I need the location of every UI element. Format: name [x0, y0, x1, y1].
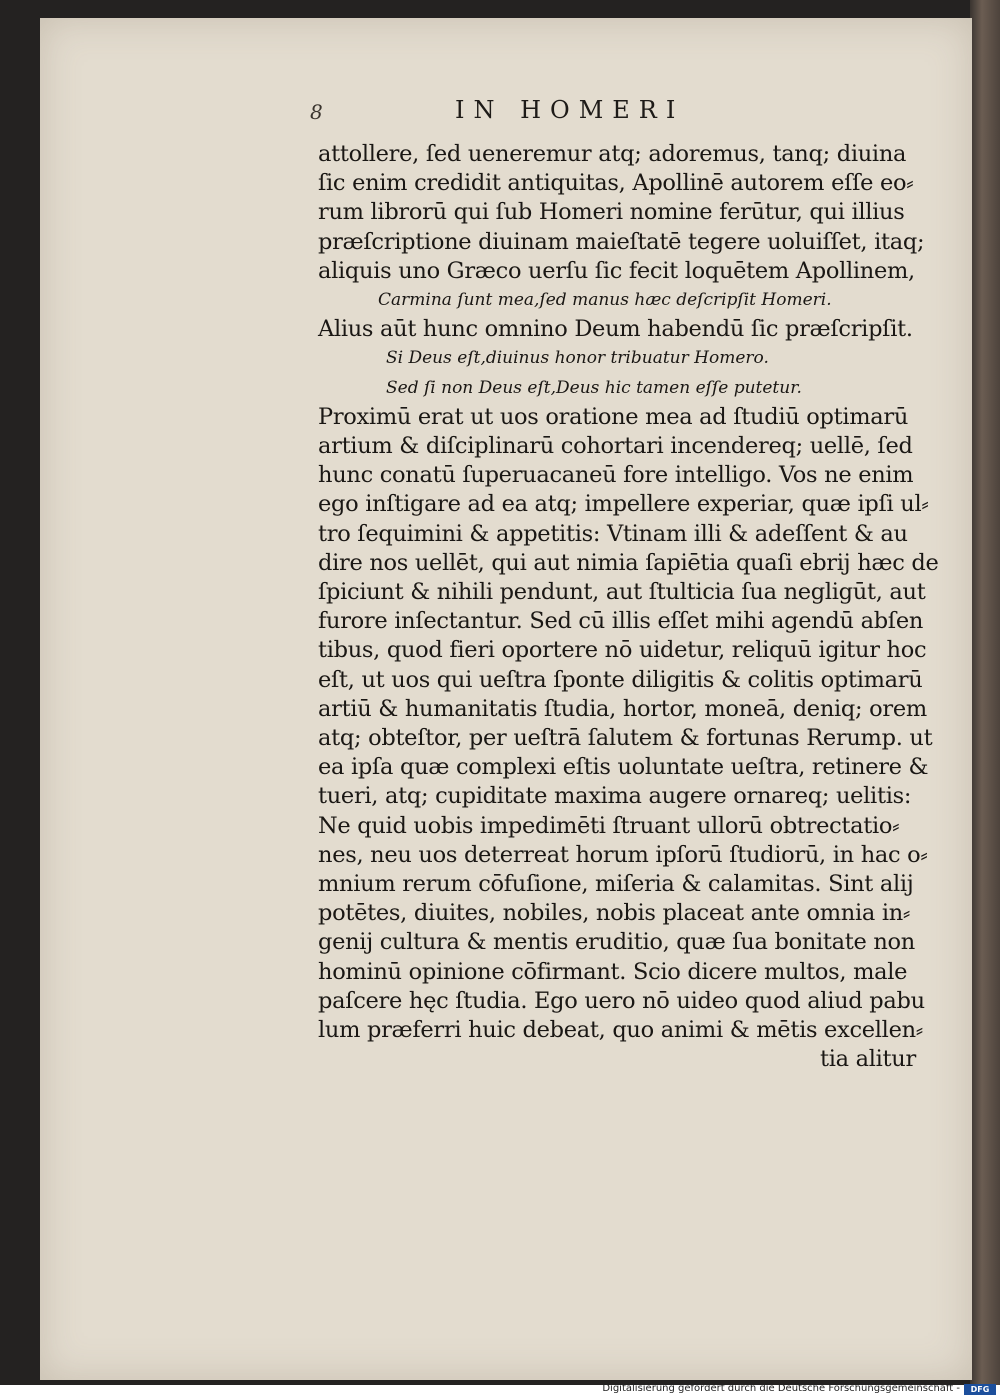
- text-line: tia alitur: [820, 1046, 916, 1073]
- text-line: nes, neu uos deterreat horum ipſorū ſtudiorū, in hac o⸗: [318, 841, 928, 868]
- text-line: præſcriptione diuinam maieſtatē tegere uoluiſſet, itaq;: [318, 228, 925, 255]
- dfg-logo: DFG: [964, 1384, 996, 1395]
- text-line: tibus, quod fieri oportere nō uidetur, reliquū igitur hoc: [318, 637, 927, 664]
- text-line: tro ſequimini & appetitis: Vtinam illi & adeſſent & au: [318, 520, 908, 547]
- verse-line: Carmina ſunt mea,ſed manus hæc deſcripſit Homeri.: [378, 290, 832, 311]
- text-line: hominū opinione cōfirmant. Scio dicere multos, male: [318, 958, 908, 985]
- verse-line: Si Deus eſt,diuinus honor tribuatur Homero.: [386, 348, 769, 369]
- text-line: atq; obteſtor, per ueſtrā ſalutem & fortunas Rerump. ut: [318, 725, 933, 752]
- text-line: artiū & humanitatis ſtudia, hortor, moneā, deniq; orem: [318, 695, 927, 722]
- text-line: Alius aūt hunc omnino Deum habendū ſic præſcripſit.: [318, 316, 913, 343]
- text-line: attollere, ſed ueneremur atq; adoremus, tanq; diuina: [318, 141, 907, 167]
- text-line: aliquis uno Græco uerſu ſic fecit loquētem Apollinem,: [318, 257, 915, 284]
- text-block: [318, 140, 939, 1075]
- text-line: lum præferri huic debeat, quo animi & mētis excellen⸗: [318, 1017, 923, 1044]
- running-head: IN HOMERI: [455, 96, 685, 124]
- footer-credit: Digitalisierung gefördert durch die Deutsche Forschungsgemeinschaft -: [602, 1383, 960, 1394]
- text-line: genij cultura & mentis eruditio, quæ ſua bonitate non: [318, 929, 915, 956]
- text-line: dire nos uellēt, qui aut nimia ſapiētia quaſi ebrij hæc de: [318, 549, 939, 576]
- text-line: ego inſtigare ad ea atq; impellere experiar, quæ ipſi ul⸗: [318, 491, 929, 518]
- text-line: ea ipſa quæ complexi eſtis uoluntate ueſtra, retinere &: [318, 754, 929, 781]
- text-line: ſic enim credidit antiquitas, Apollinē autorem eſſe eo⸗: [318, 170, 914, 197]
- verse-line: Sed ſi non Deus eſt,Deus hic tamen eſſe putetur.: [386, 377, 802, 398]
- text-line: potētes, diuites, nobiles, nobis placeat ante omnia in⸗: [318, 900, 911, 927]
- book-edge: [970, 0, 1000, 1385]
- text-line: paſcere hęc ſtudia. Ego uero nō uideo quod aliud pabu: [318, 987, 925, 1014]
- text-line: artium & diſciplinarū cohortari incendereq; uellē, ſed: [318, 433, 913, 460]
- page-number: 8: [310, 100, 323, 124]
- text-line: ſpiciunt & nihili pendunt, aut ſtulticia ſua negligūt, aut: [318, 579, 926, 606]
- text-line: hunc conatū ſuperuacaneū fore intelligo. Vos ne enim: [318, 462, 914, 489]
- text-line: rum librorū qui ſub Homeri nomine ferūtur, qui illius: [318, 199, 905, 226]
- text-line: furore inſectantur. Sed cū illis eſſet mihi agendū abſen: [318, 608, 924, 635]
- text-line: eſt, ut uos qui ueſtra ſponte diligitis & colitis optimarū: [318, 666, 923, 693]
- footer: [0, 1385, 1000, 1397]
- text-line: mnium rerum cōfuſione, miſeria & calamitas. Sint alij: [318, 871, 914, 898]
- text-line: tueri, atq; cupiditate maxima augere ornareq; uelitis:: [318, 783, 912, 810]
- text-line: Proximū erat ut uos oratione mea ad ſtudiū optimarū: [318, 403, 909, 430]
- text-line: Ne quid uobis impedimēti ſtruant ullorū obtrectatio⸗: [318, 812, 900, 839]
